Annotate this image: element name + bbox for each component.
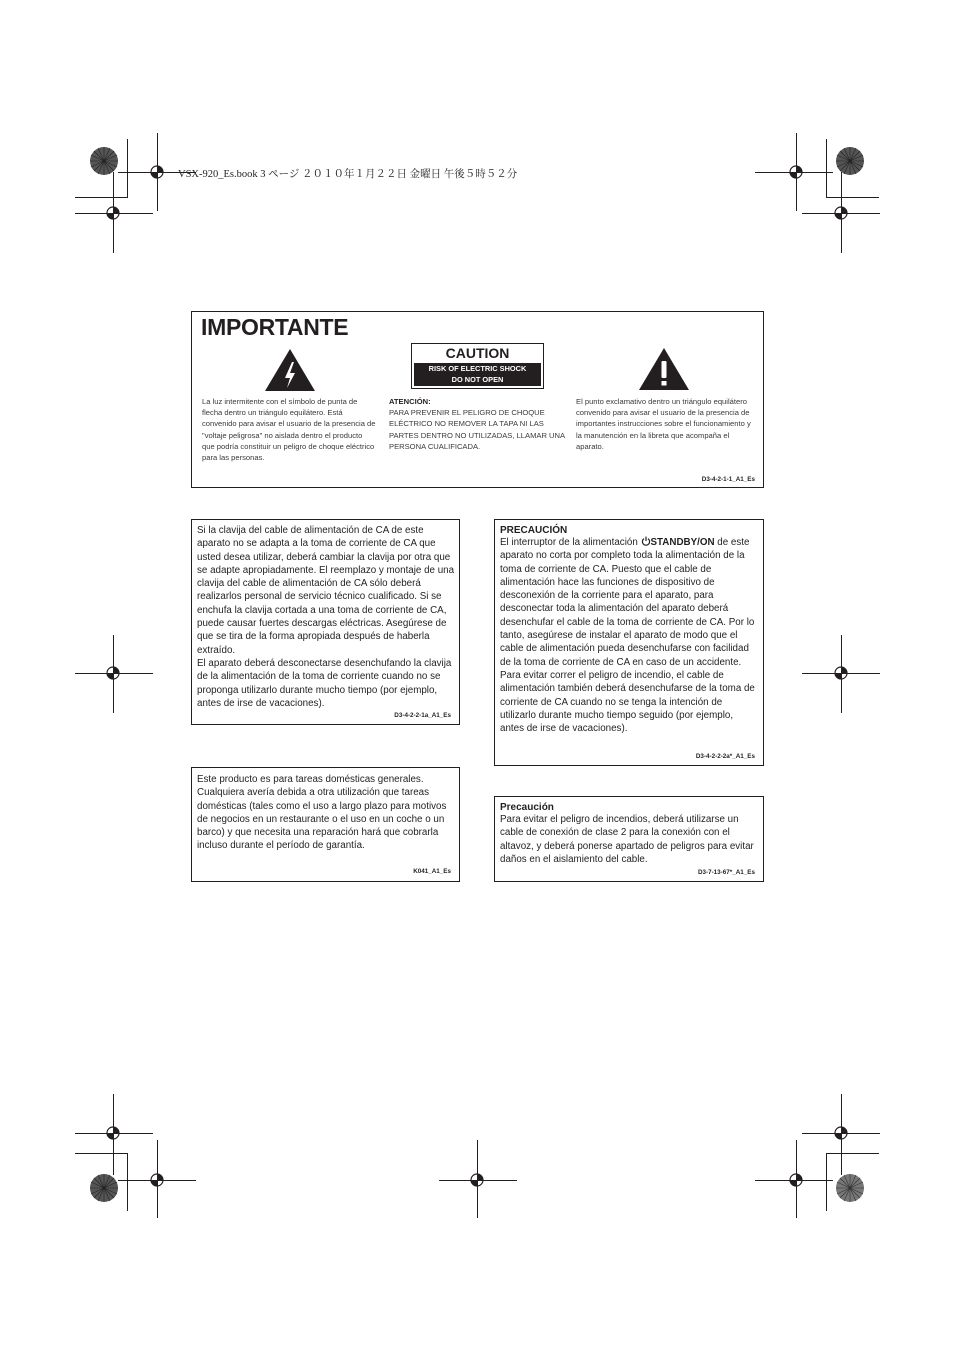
lightning-explanation: La luz intermitente con el símbolo de punta de flecha dentro un triángulo equilátero. Está convenido para avisar el usuario de la presencia de "voltaje peligrosa" no aislada dentro el producto que podría constituir un peligro de choque eléctrico para las personas. — [202, 397, 376, 463]
registration-mark-icon — [103, 1123, 123, 1143]
standby-text-after: de este aparato no corta por completo toda la alimentación de la toma de corriente de CA. Puesto que el cable de alimentación hace las funciones de dispositivo de desconexión de la corriente para el aparato, para desconectar toda la alimentación del aparato deberá desenchufar el cable de la toma de corriente de CA. Por lo tanto, asegúrese de instalar el aparato de modo que el cable de alimentación pueda desenchufarse con facilidad de la toma de corriente de CA en caso de un accidente. Para evitar correr el peligro de incendio, el cable de alimentación también deberá desenchufarse de la toma de corriente de CA cuando no se tenga la intención de utilizarlo durante mucho tiempo seguido (por ejemplo, antes de irse de vacaciones). — [500, 537, 755, 735]
registration-mark-icon — [786, 162, 806, 182]
standby-caution-text — [500, 536, 759, 735]
importante-code: D3-4-2-1-1_A1_Es — [701, 476, 755, 483]
exclamation-triangle-icon — [638, 347, 690, 391]
registration-mark-icon — [103, 203, 123, 223]
lightning-triangle-icon — [264, 348, 316, 392]
registration-mark-icon — [831, 1123, 851, 1143]
caution-title: CAUTION — [445, 345, 510, 361]
standby-caution-box — [494, 519, 764, 766]
domestic-use-text: Este producto es para tareas domésticas generales. Cualquiera avería debida a otra utilización que tareas domésticas (tales como el uso a largo plazo para motivos de negocios en un restaurante o el uso en un coche o un barco) y que necesita una reparación hará que cobrarla incluso durante el período de garantía. — [197, 774, 447, 852]
registration-mark-icon — [147, 162, 167, 182]
standby-caution-code: D3-4-2-2-2a*_A1_Es — [695, 753, 755, 760]
crop-line — [75, 197, 128, 198]
atencion-heading: ATENCIÓN: — [389, 397, 431, 406]
plug-disconnect-text: El aparato deberá desconectarse desenchufando la clavija de la alimentación de la toma de corriente cuando no se proponga utilizarlo durante mucho tiempo (por ejemplo, antes de irse de vacaciones). — [197, 657, 452, 709]
atencion-block — [389, 396, 567, 452]
color-target-icon — [89, 146, 119, 176]
caution-line-1: RISK OF ELECTRIC SHOCK — [428, 364, 527, 373]
standby-on-label: STANDBY/ON — [650, 537, 715, 548]
registration-mark-icon — [103, 663, 123, 683]
crop-line — [826, 197, 879, 198]
standby-text-before: El interruptor de la alimentación — [500, 537, 641, 548]
file-slug-line: VSX-920_Es.book 3 ページ ２０１０年１月２２日 金曜日 午後５時５２分 — [178, 169, 518, 180]
importante-box — [191, 311, 764, 488]
registration-mark-icon — [831, 663, 851, 683]
cable-caution-heading: Precaución — [500, 802, 554, 813]
power-icon — [641, 536, 651, 546]
domestic-use-box — [191, 767, 460, 882]
crop-line — [826, 139, 827, 197]
crop-line — [127, 1153, 128, 1211]
exclamation-explanation: El punto exclamativo dentro un triángulo equilátero convenido para avisar el usuario de la presencia de importantes instrucciones sobre el funcionamiento y la manutención en la libreta que acompaña el aparato. — [576, 397, 751, 451]
cable-caution-text: Para evitar el peligro de incendios, deberá utilizarse un cable de conexión de clase 2 para la conexión con el altavoz, y deberá ponerse apartado de peligros para evitar daños en el aislamiento del cable. — [500, 814, 754, 865]
domestic-use-code: K041_A1_Es — [413, 868, 451, 875]
caution-subtitle — [414, 363, 541, 386]
plug-warning-box — [191, 519, 460, 725]
plug-warning-code: D3-4-2-2-1a_A1_Es — [394, 712, 451, 719]
registration-mark-icon — [786, 1170, 806, 1190]
registration-mark-icon — [467, 1170, 487, 1190]
standby-caution-heading: PRECAUCIÓN — [500, 525, 568, 536]
cable-caution-box — [494, 796, 764, 882]
crop-line — [826, 1153, 879, 1154]
crop-line — [75, 1153, 128, 1154]
cable-caution-code: D3-7-13-67*_A1_Es — [697, 869, 755, 876]
color-target-icon — [835, 146, 865, 176]
caution-label — [411, 343, 544, 389]
registration-mark-icon — [147, 1170, 167, 1190]
color-target-icon — [835, 1173, 865, 1203]
importante-title: IMPORTANTE — [201, 314, 349, 340]
registration-mark-icon — [831, 203, 851, 223]
caution-line-2: DO NOT OPEN — [451, 375, 504, 384]
crop-line — [826, 1153, 827, 1211]
color-target-icon — [89, 1173, 119, 1203]
crop-line — [127, 139, 128, 197]
atencion-text: PARA PREVENIR EL PELIGRO DE CHOQUE ELÉCTRICO NO REMOVER LA TAPA NI LAS PARTES DENTRO NO UTILIZADAS, LLAMAR UNA PERSONA CUALIFICADA. — [389, 408, 565, 451]
plug-warning-text: Si la clavija del cable de alimentación de CA de este aparato no se adapta a la toma de corriente de CA que usted desea utilizar, deberá cambiar la clavija por otra que se adapte apropiadamente. El reemplazo y montaje de una clavija del cable de alimentación de CA sólo deberá realizarlos personal de servicio técnico cualificado. Si se enchufa la clavija cortada a una toma de corriente de CA, puede causar fuertes descargas eléctricas. Asegúrese de que se tira de la forma apropiada después de haberla extraído. — [197, 525, 455, 656]
